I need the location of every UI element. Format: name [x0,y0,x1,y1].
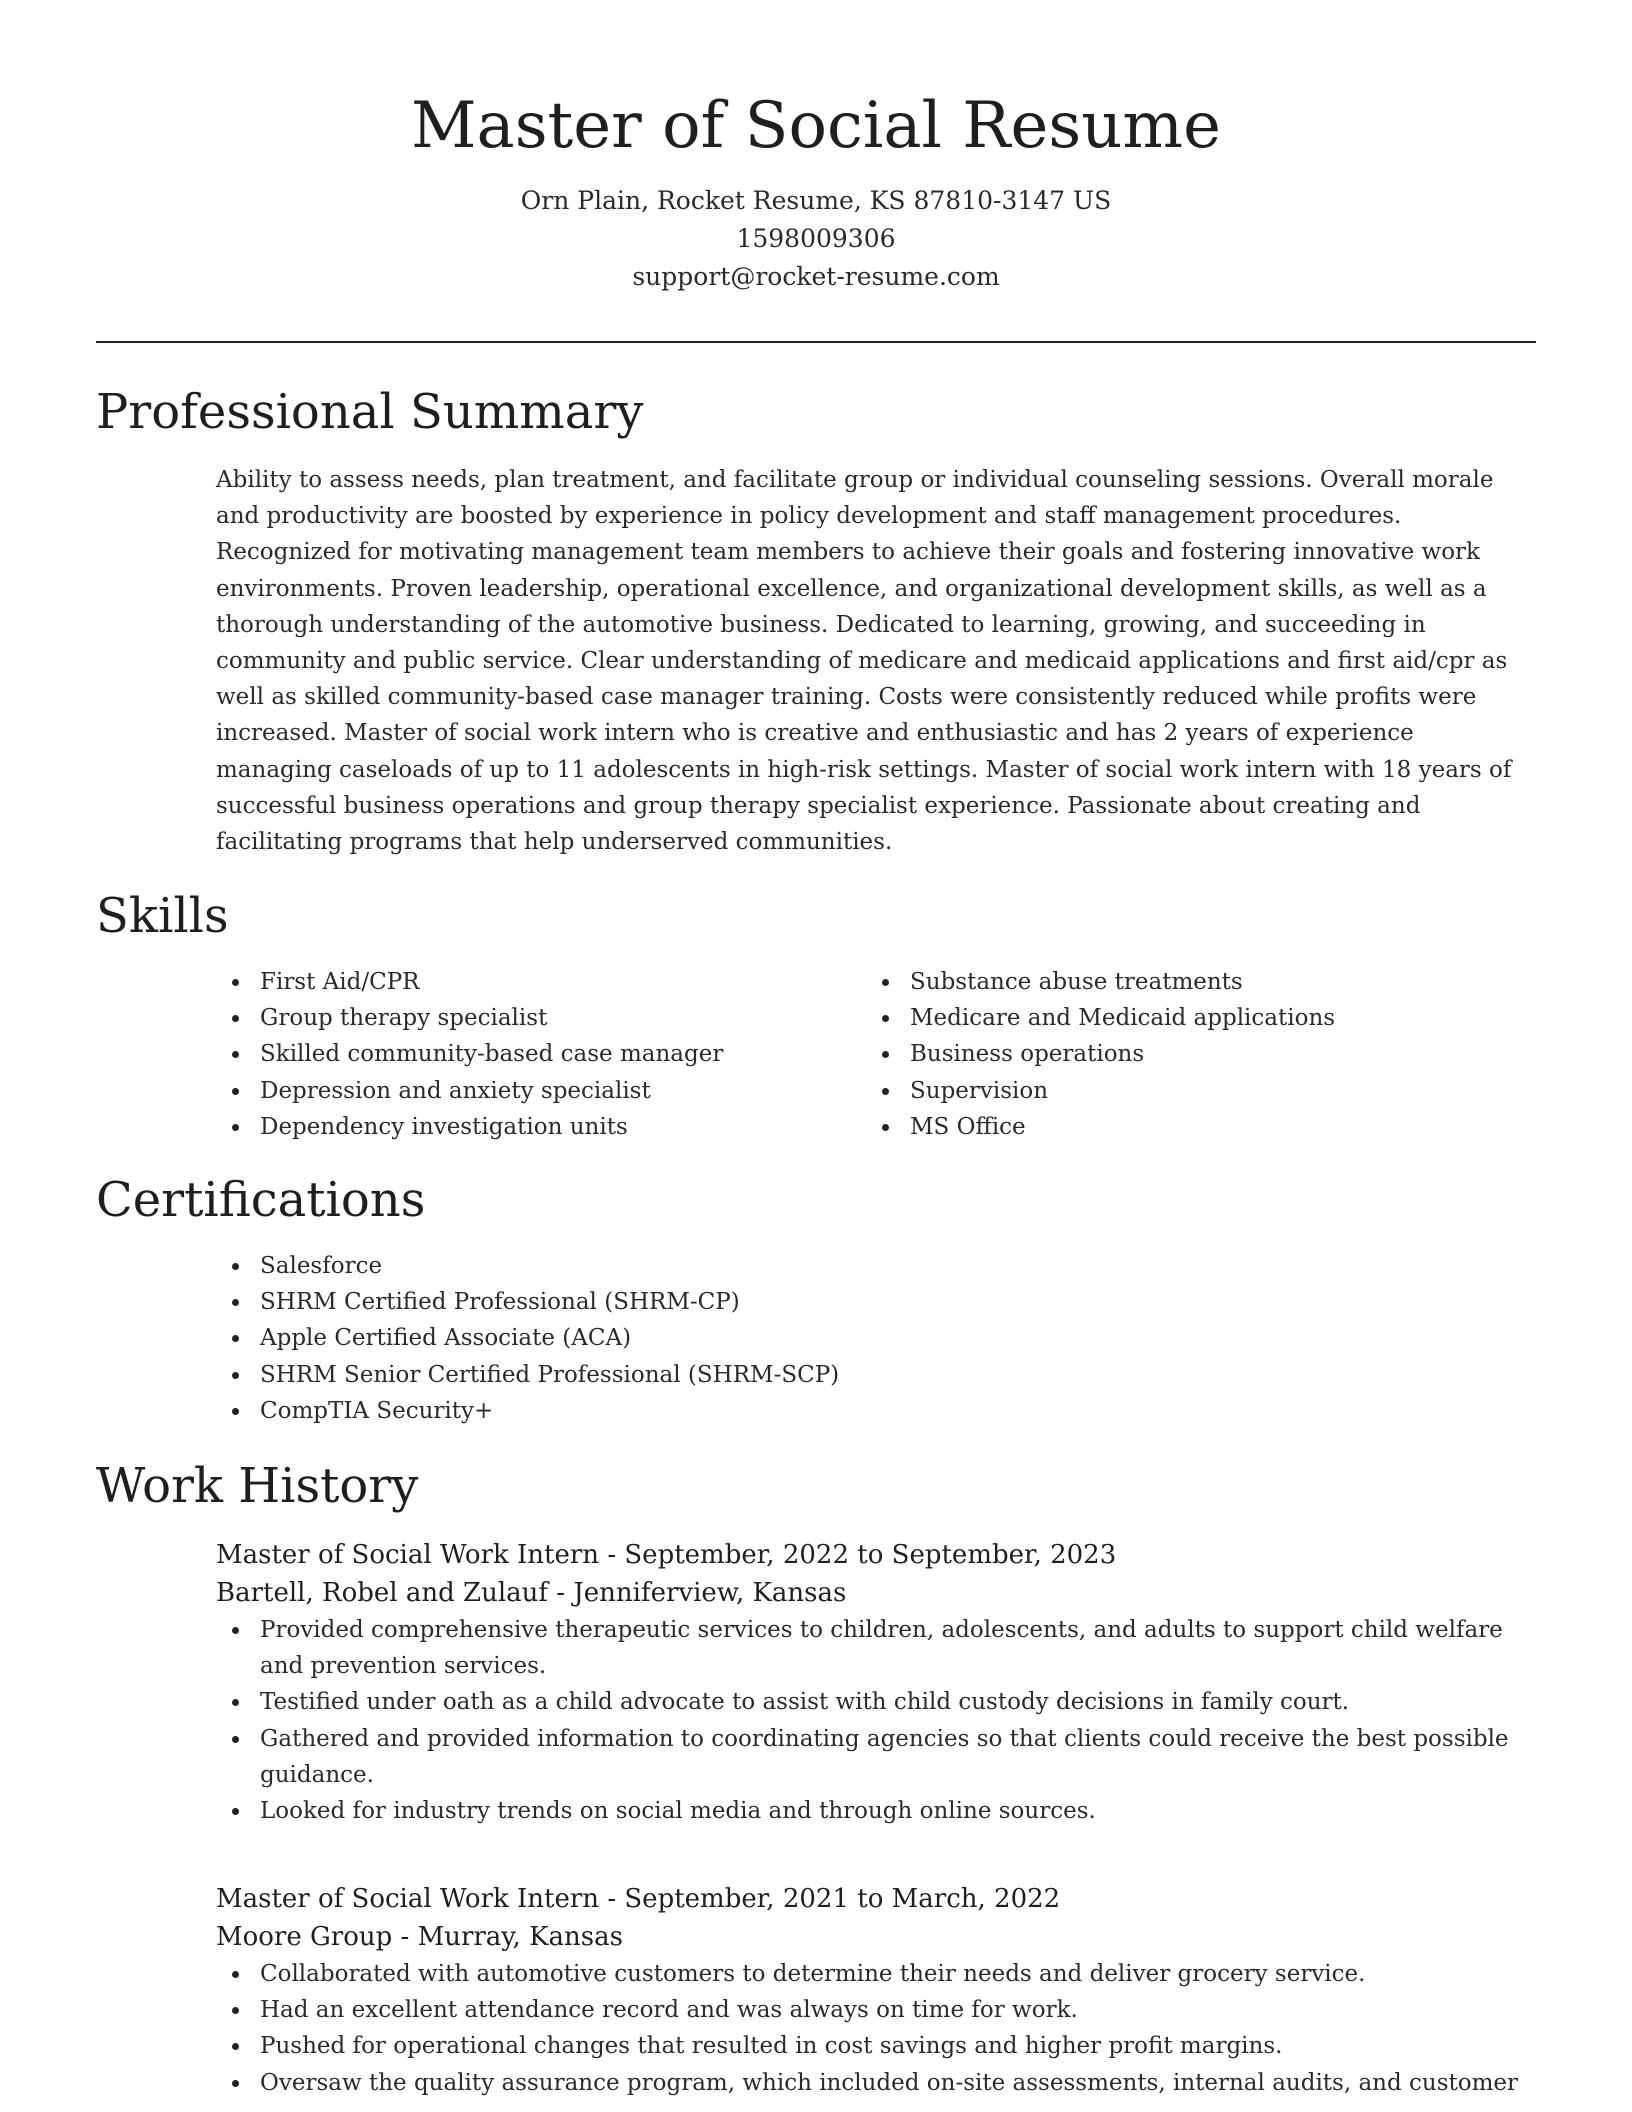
job-title: Master of Social Work Intern [216,1540,600,1570]
work-history-heading: Work History [96,1458,419,1514]
job-dates: September, 2022 to September, 2023 [624,1540,1117,1570]
job-entry [216,1880,1536,2101]
list-item: Group therapy specialist [216,1000,856,1036]
resume-header [0,0,1632,296]
list-item: SHRM Certified Professional (SHRM-CP) [216,1284,1216,1320]
list-item: Skilled community-based case manager [216,1036,856,1072]
header-divider [96,341,1536,343]
separator: - [400,1922,418,1952]
list-item: Provided comprehensive therapeutic services to children, adolescents, and adults to support child welfare and prevention services. [216,1612,1536,1684]
skills-list-right [866,964,1506,1145]
job-bullets [216,1956,1536,2101]
job-dates: September, 2021 to March, 2022 [624,1884,1061,1914]
summary-heading: Professional Summary [96,384,644,440]
job-location: Murray, Kansas [417,1922,623,1952]
skills-column-right [866,964,1506,1145]
job-bullets [216,1612,1536,1829]
job-company-line [216,1918,1536,1956]
separator: - [607,1540,625,1570]
contact-email: support@rocket-resume.com [632,262,1000,291]
list-item: SHRM Senior Certified Professional (SHRM-SCP) [216,1357,1216,1393]
job-company: Moore Group [216,1922,393,1952]
contact-info [0,182,1632,296]
list-item: Dependency investigation units [216,1109,856,1145]
list-item: MS Office [866,1109,1506,1145]
summary-text: Ability to assess needs, plan treatment, and facilitate group or individual counseling sessions. Overall morale and productivity are boosted by experience in policy development and staff management procedures. Recognized for motivating management team members to achieve their goals and fostering innovative work environments. Proven leadership, operational excellence, and organizational development skills, as well as a thorough understanding of the automotive business. Dedicated to learning, growing, and succeeding in community and public service. Clear understanding of medicare and medicaid applications and first aid/cpr as well as skilled community-based case manager training. Costs were consistently reduced while profits were increased. Master of social work intern who is creative and enthusiastic and has 2 years of experience managing caseloads of up to 11 adolescents in high-risk settings. Master of social work intern with 18 years of successful business operations and group therapy specialist experience. Passionate about creating and facilitating programs that help underserved communities. [216,467,1512,856]
contact-phone: 1598009306 [736,224,896,253]
list-item: Looked for industry trends on social media and through online sources. [216,1793,1536,1829]
list-item: First Aid/CPR [216,964,856,1000]
list-item: Pushed for operational changes that resulted in cost savings and higher profit margins. [216,2028,1536,2064]
skills-heading: Skills [96,888,229,944]
list-item: Salesforce [216,1248,1216,1284]
list-item: Supervision [866,1073,1506,1109]
certifications-list-container [216,1248,1216,1429]
job-title-line [216,1536,1536,1574]
list-item: Testified under oath as a child advocate to assist with child custody decisions in family court. [216,1684,1536,1720]
job-title-line [216,1880,1536,1918]
list-item: Depression and anxiety specialist [216,1073,856,1109]
list-item: Gathered and provided information to coordinating agencies so that clients could receive the best possible guidance. [216,1721,1536,1793]
list-item: Apple Certified Associate (ACA) [216,1320,1216,1356]
job-title: Master of Social Work Intern [216,1884,600,1914]
list-item: Medicare and Medicaid applications [866,1000,1506,1036]
job-company: Bartell, Robel and Zulauf [216,1578,549,1608]
contact-address: Orn Plain, Rocket Resume, KS 87810-3147 US [520,186,1112,215]
resume-name: Master of Social Resume [411,89,1221,163]
skills-column-left [216,964,856,1145]
job-company-line [216,1574,1536,1612]
list-item: CompTIA Security+ [216,1393,1216,1429]
separator: - [607,1884,625,1914]
skills-list-left [216,964,856,1145]
job-location: Jenniferview, Kansas [573,1578,847,1608]
list-item: Had an excellent attendance record and was always on time for work. [216,1992,1536,2028]
list-item: Substance abuse treatments [866,964,1506,1000]
certifications-heading: Certifications [96,1172,426,1228]
list-item: Oversaw the quality assurance program, which included on-site assessments, internal audits, and customer [216,2065,1536,2101]
list-item: Collaborated with automotive customers to determine their needs and deliver grocery service. [216,1956,1536,1992]
list-item: Business operations [866,1036,1506,1072]
job-entry [216,1536,1536,1829]
certifications-list [216,1248,1216,1429]
separator: - [556,1578,574,1608]
